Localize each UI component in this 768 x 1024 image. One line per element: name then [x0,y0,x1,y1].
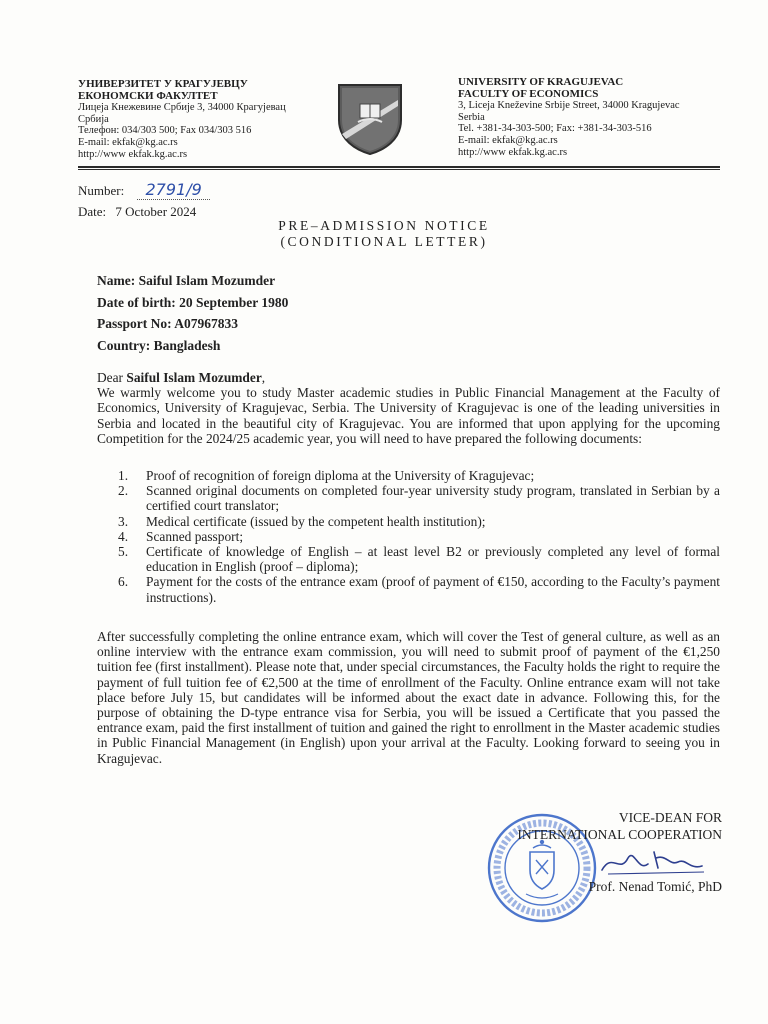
list-item [118,529,720,544]
list-number: 1. [118,468,129,483]
letterhead-sr-email: E-mail: ekfak@kg.ac.rs [78,136,178,148]
list-text: Scanned passport; [146,528,244,544]
applicant-passport: Passport No: A07967833 [97,316,238,332]
list-number: 6. [118,574,129,590]
list-item [118,468,720,483]
letterhead-en-faculty: FACULTY OF ECONOMICS [458,87,599,100]
date-value: 7 October 2024 [115,204,197,219]
letterhead-sr-web: http://www ekfak.kg.ac.rs [78,148,188,160]
list-item [118,514,720,529]
letterhead-en-email: E-mail: ekfak@kg.ac.rs [458,134,558,146]
list-text: Scanned original documents on completed four-year university study program, translated in Serbian by a certified court translator; [146,483,720,514]
letterhead-english [458,77,680,158]
salutation-prefix: Dear [97,370,127,385]
letterhead-en-web: http://www ekfak.kg.ac.rs [458,146,568,158]
letterhead-en-country: Serbia [458,111,485,123]
list-number: 4. [118,528,129,544]
header-divider [78,166,720,168]
date-label: Date: [78,204,107,219]
letterhead-sr-phone: Телефон: 034/303 500; Fax 034/303 516 [78,125,252,137]
faculty-crest-icon [336,82,404,156]
number-value: 2791/9 [137,180,209,200]
list-item [118,544,720,574]
notice-title [0,218,768,250]
closing-paragraph: After successfully completing the online entrance exam, which will cover the Test of general culture, as well as an online interview with the entrance exam commission, you will need to submit proof of payment of the €1,250 tuition fee (first installment). Please note that, under special circumstances, the Faculty holds the right to require the payment of full tuition fee of €2,500 at the time of enrollment of the Faculty. Online entrance exam will not take place before July 15, but candidates will be informed about the exact date in advance. Following this, for the purpose of obtaining the D-type entrance visa for Serbia, you will be issued a Certificate that you passed the entrance exam, paid the first installment of tuition and gained the right to enrollment in the Master academic studies in Public Financial Management (in English) upon your arrival at the Faculty. Looking forward to seeing you in Kragujevac. [97,629,720,766]
letterhead-sr-university: УНИВЕРЗИТЕТ У КРАГУЈЕВЦУ [78,78,248,90]
header-divider-thin [78,169,720,170]
intro-paragraph: We warmly welcome you to study Master academic studies in Public Financial Management at the Faculty of Economics, University of Kragujevac, Serbia. The University of Kragujevac is one of the leading universities in Serbia and located in the beautiful city of Kragujevac. You are informed that upon applying for the upcoming Competition for the 2024/25 academic year, you will need to have prepared the following documents: [97,385,720,446]
list-text: Certificate of knowledge of English – at least level B2 or previously completed any level of formal education in English (proof – diploma); [146,544,720,575]
salutation-suffix: , [261,370,266,385]
list-text: Payment for the costs of the entrance exam (proof of payment of €150, according to the Faculty’s payment instructions). [146,574,720,605]
number-label: Number: [78,183,125,198]
salutation-name: Saiful Islam Mozumder [126,370,262,385]
title-line-2: (CONDITIONAL LETTER) [280,234,488,249]
applicant-dob: Date of birth: 20 September 1980 [97,294,289,310]
salutation [97,370,720,385]
letterhead-sr-country: Србија [78,113,109,125]
document-number [78,180,210,199]
list-item [118,574,720,604]
required-documents-list [118,468,720,605]
list-number: 5. [118,544,129,560]
list-text: Medical certificate (issued by the competent health institution); [146,513,486,529]
signatory-name: Prof. Nenad Tomić, PhD [588,879,722,894]
letter-intro [97,370,720,446]
signatory-title-2: INTERNATIONAL COOPERATION [517,827,722,842]
letterhead-en-phone: Tel. +381-34-303-500; Fax: +381-34-303-516 [458,123,652,135]
letterhead-serbian [78,79,286,160]
list-item [118,483,720,513]
list-text: Proof of recognition of foreign diploma at the University of Kragujevac; [146,468,535,483]
signature-block [517,809,722,843]
letterhead-sr-faculty: ЕКОНОМСКИ ФАКУЛТЕТ [78,89,218,102]
letterhead-en-university: UNIVERSITY OF KRAGUJEVAC [458,76,624,88]
applicant-name: Name: Saiful Islam Mozumder [97,273,276,288]
list-number: 2. [118,483,129,499]
title-line-1: PRE–ADMISSION NOTICE [278,218,490,233]
letterhead-sr-address: Лицеја Кнежевине Србије 3, 34000 Крагујевац [78,102,286,114]
letterhead-en-address: 3, Liceja Kneževine Srbije Street, 34000 Kragujevac [458,100,680,112]
applicant-country: Country: Bangladesh [97,337,221,353]
signatory-title-1: VICE-DEAN FOR [618,810,722,825]
applicant-info [97,270,288,356]
list-number: 3. [118,513,129,529]
